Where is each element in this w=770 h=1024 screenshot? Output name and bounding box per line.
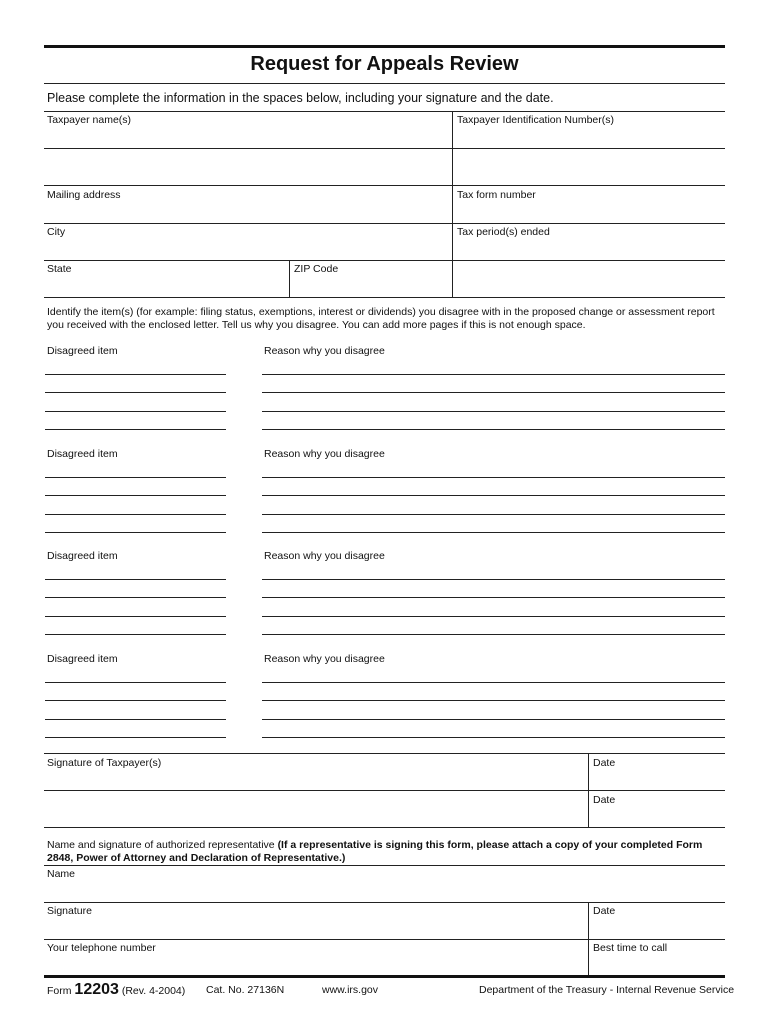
column-divider: [588, 753, 589, 827]
taxpayer-signature-label: Signature of Taxpayer(s): [47, 757, 162, 769]
department-text: Department of the Treasury - Internal Revenue Service: [479, 984, 735, 996]
form-identifier: [47, 981, 185, 999]
taxpayer-name-field[interactable]: [45, 126, 450, 146]
reason-line[interactable]: [262, 378, 725, 393]
tin-field[interactable]: [454, 126, 723, 146]
disagreed-item-line[interactable]: [45, 463, 226, 478]
reason-line[interactable]: [262, 723, 725, 738]
row-divider: [44, 753, 725, 754]
state-label: State: [47, 263, 72, 275]
disagree-instructions: Identify the item(s) (for example: filing status, exemptions, interest or dividends) you disagree with in the proposed change or assessment report you received with the enclosed letter. Tell us why you disagree. You can add more pages if this is not enough space.: [47, 306, 715, 331]
disagreed-item-line[interactable]: [45, 705, 226, 720]
row-divider: [44, 260, 725, 261]
rep-date-field[interactable]: [590, 917, 723, 937]
rep-name-label: Name: [47, 868, 76, 880]
reason-line[interactable]: [262, 705, 725, 720]
form-word: Form: [47, 985, 72, 997]
taxpayer-signature-field-2[interactable]: [45, 794, 586, 824]
tax-form-number-field[interactable]: [454, 201, 723, 221]
rep-signature-field[interactable]: [45, 917, 586, 937]
row-divider: [44, 827, 725, 828]
reason-label: Reason why you disagree: [264, 653, 385, 665]
reason-line[interactable]: [262, 415, 725, 430]
row-divider: [44, 790, 725, 791]
representative-heading-text: Name and signature of authorized representative: [47, 839, 275, 851]
column-divider: [588, 902, 589, 976]
mailing-address-label: Mailing address: [47, 189, 121, 201]
taxpayer-name-field-2[interactable]: [45, 152, 450, 182]
representative-heading: [47, 839, 722, 864]
reason-line[interactable]: [262, 360, 725, 375]
reason-line[interactable]: [262, 500, 725, 515]
intro-text: Please complete the information in the spaces below, including your signature and the date.: [47, 91, 554, 105]
tax-period-field[interactable]: [454, 238, 723, 258]
mailing-address-field[interactable]: [45, 201, 450, 221]
telephone-label: Your telephone number: [47, 942, 156, 954]
disagreed-item-line[interactable]: [45, 378, 226, 393]
reason-line[interactable]: [262, 668, 725, 683]
representative-note: (If a representative is signing this form, please attach a copy of your completed Form 2848, Power of Attorney and Declaration of Representative.): [47, 839, 703, 864]
disagreed-item-line[interactable]: [45, 620, 226, 635]
website-text: www.irs.gov: [322, 984, 379, 996]
top-rule: [44, 45, 725, 48]
row-divider: [44, 223, 725, 224]
taxpayer-signature-field[interactable]: [45, 769, 586, 788]
disagreed-item-line[interactable]: [45, 360, 226, 375]
reason-line[interactable]: [262, 583, 725, 598]
form-number: 12203: [74, 981, 119, 998]
row-divider: [44, 297, 725, 298]
title-divider: [44, 83, 725, 84]
date-label: Date: [593, 757, 616, 769]
disagreed-item-line[interactable]: [45, 565, 226, 580]
date-label-2: Date: [593, 794, 616, 806]
taxpayer-name-label: Taxpayer name(s): [47, 114, 132, 126]
best-time-field[interactable]: [590, 954, 723, 973]
bottom-rule: [44, 975, 725, 978]
disagreed-item-label: Disagreed item: [47, 345, 118, 357]
reason-label: Reason why you disagree: [264, 345, 385, 357]
tax-period-label: Tax period(s) ended: [457, 226, 550, 238]
date-field[interactable]: [590, 769, 723, 788]
row-divider: [44, 185, 725, 186]
disagreed-item-line[interactable]: [45, 668, 226, 683]
disagreed-item-line[interactable]: [45, 686, 226, 701]
reason-line[interactable]: [262, 481, 725, 496]
column-divider: [452, 111, 453, 297]
disagreed-item-line[interactable]: [45, 602, 226, 617]
row-divider: [44, 111, 725, 112]
disagreed-item-line[interactable]: [45, 500, 226, 515]
row-divider: [44, 148, 725, 149]
reason-line[interactable]: [262, 602, 725, 617]
reason-line[interactable]: [262, 565, 725, 580]
column-divider: [289, 260, 290, 297]
disagreed-item-line[interactable]: [45, 723, 226, 738]
reason-line[interactable]: [262, 620, 725, 635]
telephone-field[interactable]: [45, 954, 586, 973]
form-revision: (Rev. 4-2004): [121, 985, 186, 997]
row-divider: [44, 865, 725, 866]
city-label: City: [47, 226, 66, 238]
reason-line[interactable]: [262, 397, 725, 412]
rep-date-label: Date: [593, 905, 616, 917]
disagreed-item-label: Disagreed item: [47, 448, 118, 460]
rep-name-field[interactable]: [45, 880, 723, 900]
disagreed-item-line[interactable]: [45, 397, 226, 412]
best-time-label: Best time to call: [593, 942, 668, 954]
zip-code-label: ZIP Code: [294, 263, 339, 275]
reason-label: Reason why you disagree: [264, 448, 385, 460]
reason-line[interactable]: [262, 686, 725, 701]
reason-line[interactable]: [262, 518, 725, 533]
state-field[interactable]: [45, 275, 287, 295]
disagreed-item-line[interactable]: [45, 583, 226, 598]
disagreed-item-label: Disagreed item: [47, 653, 118, 665]
tin-label: Taxpayer Identification Number(s): [457, 114, 614, 126]
tax-form-number-label: Tax form number: [457, 189, 536, 201]
zip-code-field[interactable]: [291, 275, 450, 295]
rep-signature-label: Signature: [47, 905, 92, 917]
reason-line[interactable]: [262, 463, 725, 478]
row-divider: [44, 902, 725, 903]
form-title: Request for Appeals Review: [250, 53, 519, 75]
city-field[interactable]: [45, 238, 450, 258]
catalog-number: Cat. No. 27136N: [206, 984, 285, 996]
disagreed-item-line[interactable]: [45, 518, 226, 533]
disagreed-item-label: Disagreed item: [47, 550, 118, 562]
disagreed-item-line[interactable]: [45, 415, 226, 430]
tin-field-2[interactable]: [454, 152, 723, 182]
date-field-2[interactable]: [590, 806, 723, 825]
row-divider: [44, 939, 725, 940]
disagreed-item-line[interactable]: [45, 481, 226, 496]
reason-label: Reason why you disagree: [264, 550, 385, 562]
tax-period-field-2[interactable]: [454, 263, 723, 295]
